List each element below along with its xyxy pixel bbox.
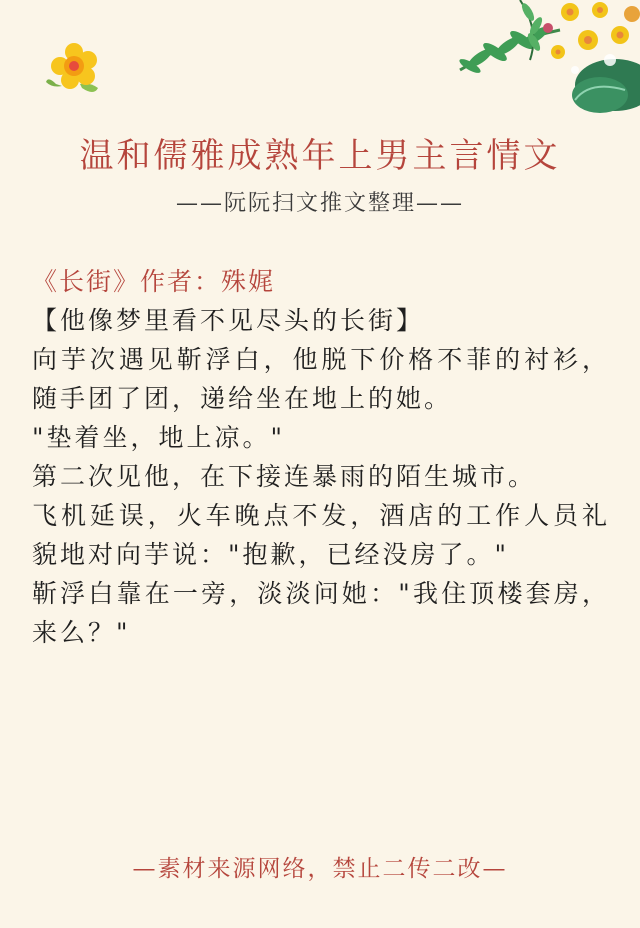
synopsis-paragraph: "垫着坐，地上凉。" bbox=[32, 423, 285, 452]
page-subtitle: ——阮阮扫文推文整理—— bbox=[175, 191, 464, 216]
book-tagline: 【他像梦里看不见尽头的长街】 bbox=[32, 306, 425, 335]
footer-notice: —素材来源网络，禁止二传二改— bbox=[132, 856, 508, 882]
book-recommendation bbox=[32, 262, 610, 652]
synopsis-paragraph: 飞机延误，火车晚点不发，酒店的工作人员礼貌地对向芋说："抱歉，已经没房了。" bbox=[32, 501, 610, 569]
page-title: 温和儒雅成熟年上男主言情文 bbox=[79, 136, 561, 176]
synopsis-paragraph: 向芋次遇见靳浮白，他脱下价格不菲的衬衫，随手团了团，递给坐在地上的她。 bbox=[32, 345, 610, 413]
book-title-author: 《长街》作者：殊娓 bbox=[32, 267, 276, 296]
synopsis-paragraph: 靳浮白靠在一旁，淡淡问她："我住顶楼套房，来么？" bbox=[32, 579, 610, 647]
yellow-flower-icon bbox=[42, 38, 106, 102]
floral-bouquet-icon bbox=[450, 0, 640, 115]
synopsis-paragraph: 第二次见他，在下接连暴雨的陌生城市。 bbox=[32, 462, 537, 491]
